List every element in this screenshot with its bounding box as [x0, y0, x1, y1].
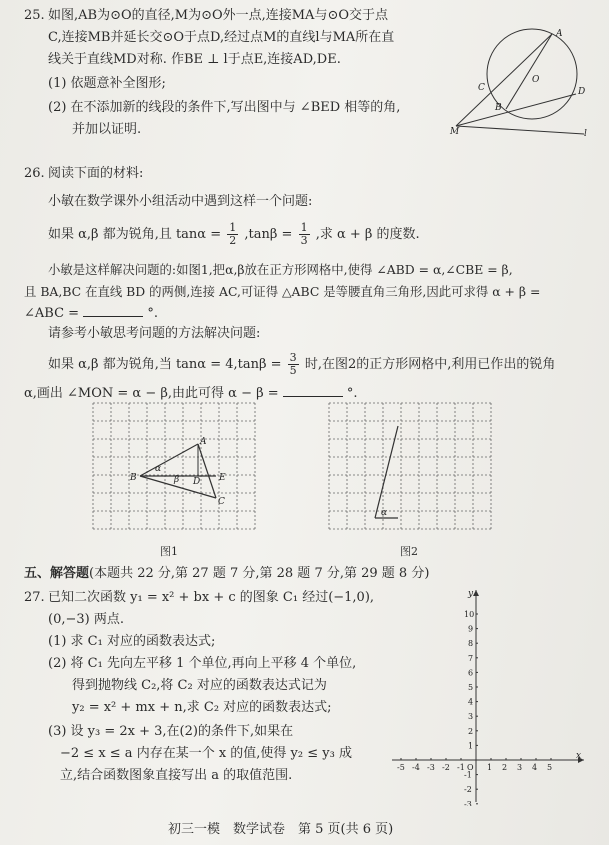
- x-tick-label: -3: [427, 763, 435, 772]
- figure-1-caption: 图1: [160, 545, 178, 558]
- label-o: O: [532, 75, 540, 85]
- page-footer: 初三一模 数学试卷 第 5 页(共 6 页): [168, 822, 394, 837]
- y-tick-label: 3: [468, 712, 474, 722]
- label-m: M: [450, 127, 460, 137]
- q27-part3c: 立,结合函数图象直接写出 a 的取值范围.: [60, 768, 293, 783]
- y-tick-label: 1: [468, 741, 474, 751]
- line-md: [456, 94, 576, 126]
- line-l: [456, 126, 584, 134]
- section-5-title: 五、解答题: [24, 566, 90, 581]
- fraction-3-5: [288, 352, 299, 377]
- q26-solve3: [24, 304, 158, 322]
- answer-blank-2: [283, 384, 343, 397]
- q26-solve3-pre: ∠ABC =: [24, 306, 80, 321]
- y-tick-label: 5: [468, 683, 474, 692]
- answer-blank-1: [83, 304, 143, 317]
- frac3-num: 3: [289, 351, 297, 364]
- y-tick-label: -1: [464, 770, 472, 780]
- q27-part1: (1) 求 C₁ 对应的函数表达式;: [48, 634, 216, 649]
- frac1-den: 2: [229, 234, 237, 247]
- fig1-label-e: E: [219, 473, 226, 483]
- y-tick-label: 8: [468, 639, 474, 649]
- q25-line2: C,连接MB并延长交⊙O于点D,经过点M的直线l与MA所在直: [48, 30, 395, 45]
- q27-part2c: y₂ = x² + mx + n,求 C₂ 对应的函数表达式;: [72, 700, 332, 715]
- q26-q-post: 时,在图2的正方形网格中,利用已作出的锐角: [304, 357, 556, 372]
- segment-ba: [140, 444, 198, 476]
- x-tick-label: 1: [487, 763, 493, 772]
- origin-label: O: [467, 763, 474, 772]
- q26-q-pre: 如果 α,β 都为锐角,当 tanα = 4,tanβ =: [48, 357, 282, 372]
- fig2-label-alpha: α: [381, 508, 388, 518]
- coordinate-plane: [388, 588, 588, 806]
- figure-2-grid: [328, 402, 492, 540]
- q25-line1: 如图,AB为⊙O的直径,M为⊙O外一点,连接MA与⊙O交于点: [48, 8, 388, 23]
- x-tick-label: 3: [517, 763, 523, 772]
- q26-cond-pre: 如果 α,β 都为锐角,且 tanα =: [48, 227, 222, 242]
- fig1-label-beta: β: [174, 475, 180, 485]
- frac2-num: 1: [300, 221, 308, 234]
- fig1-label-c: C: [218, 497, 225, 507]
- q26-question: [48, 352, 555, 377]
- q26-cond-post: ,求 α + β 的度数.: [315, 227, 420, 242]
- x-tick-label: -2: [442, 763, 450, 772]
- q27-part3b: −2 ≤ x ≤ a 内存在某一个 x 的值,使得 y₂ ≤ y₃ 成: [60, 746, 352, 761]
- q27-line1: 已知二次函数 y₁ = x² + bx + c 的图象 C₁ 经过(−1,0),: [48, 590, 375, 605]
- q25-part1: (1) 依题意补全图形;: [48, 76, 166, 91]
- y-tick-label: 9: [468, 624, 474, 634]
- q27-line2: (0,−3) 两点.: [48, 612, 124, 627]
- q26-cond-mid: ,tanβ =: [244, 227, 293, 242]
- y-tick-label: 7: [468, 653, 474, 663]
- q26-solve3-post: °.: [147, 306, 158, 321]
- label-b: B: [495, 103, 502, 113]
- fraction-tan-alpha: [227, 222, 238, 247]
- label-a: A: [556, 29, 563, 39]
- frac2-den: 3: [300, 234, 308, 247]
- fig1-label-d: D: [193, 477, 201, 487]
- fig1-label-a: A: [200, 437, 207, 447]
- y-tick-label: -2: [464, 785, 472, 795]
- y-axis-label: y: [468, 589, 474, 599]
- figure-2-caption: 图2: [400, 545, 418, 558]
- q25-part2: (2) 在不添加新的线段的条件下,写出图中与 ∠BED 相等的角,: [48, 100, 401, 115]
- y-tick-label: 10: [464, 610, 475, 619]
- q25-part2b: 并加以证明.: [72, 122, 142, 137]
- x-tick-label: -5: [397, 763, 405, 772]
- frac1-num: 1: [229, 221, 237, 234]
- y-tick-label: 2: [468, 726, 474, 736]
- fig1-label-alpha: α: [155, 464, 162, 474]
- q27-part3a: (3) 设 y₃ = 2x + 3,在(2)的条件下,如果在: [48, 724, 294, 739]
- x-tick-label: 5: [547, 763, 553, 772]
- y-tick-label: 4: [468, 697, 474, 707]
- x-tick-label: -1: [457, 763, 465, 772]
- section-5-heading: [24, 566, 429, 582]
- fraction-tan-beta: [299, 222, 310, 247]
- q26-ref: 请参考小敏思考问题的方法解决问题:: [48, 326, 261, 341]
- x-tick-label: 2: [502, 763, 508, 772]
- y-axis-arrow: [473, 590, 479, 596]
- x-axis-label: x: [576, 751, 582, 761]
- fig1-label-b: B: [130, 473, 137, 483]
- q26-q2-post: °.: [346, 386, 358, 401]
- q27-number: 27.: [24, 590, 45, 605]
- q27-part2b: 得到抛物线 C₂,将 C₂ 对应的函数表达式记为: [72, 678, 327, 693]
- q26-number: 26.: [24, 166, 45, 181]
- y-tick-label: -3: [464, 799, 472, 806]
- label-l: l: [584, 129, 587, 139]
- x-tick-label: 4: [532, 763, 538, 772]
- q26-intro: 阅读下面的材料:: [48, 166, 144, 181]
- y-tick-label: 6: [468, 668, 474, 678]
- figure-1-grid: [92, 402, 256, 540]
- q26-line1: 小敏在数学课外小组活动中遇到这样一个问题:: [48, 194, 313, 209]
- label-d: D: [578, 87, 586, 97]
- x-tick-label: -4: [412, 763, 420, 772]
- section-5-note: (本题共 22 分,第 27 题 7 分,第 28 题 7 分,第 29 题 8 分): [89, 566, 430, 581]
- q26-q2-pre: α,画出 ∠MON = α − β,由此可得 α − β =: [24, 386, 279, 401]
- q25-line3: 线关于直线MD对称. 作BE ⊥ l于点E,连接AD,DE.: [48, 52, 341, 67]
- q26-question-line2: [24, 384, 358, 402]
- q25-figure: [448, 22, 596, 140]
- fig2-ray-steep: [375, 426, 398, 518]
- frac3-den: 5: [289, 364, 297, 377]
- q25-number: 25.: [24, 8, 45, 23]
- label-c: C: [478, 83, 485, 93]
- q27-part2a: (2) 将 C₁ 先向左平移 1 个单位,再向上平移 4 个单位,: [48, 656, 357, 671]
- q26-condition: [48, 222, 420, 247]
- q26-solve2: 且 BA,BC 在直线 BD 的两侧,连接 AC,可证得 △ABC 是等腰直角三角形,因此可求得 α + β =: [24, 284, 541, 299]
- q26-solve1: 小敏是这样解决问题的:如图1,把α,β放在正方形网格中,使得 ∠ABD = α,∠CBE = β,: [48, 262, 513, 277]
